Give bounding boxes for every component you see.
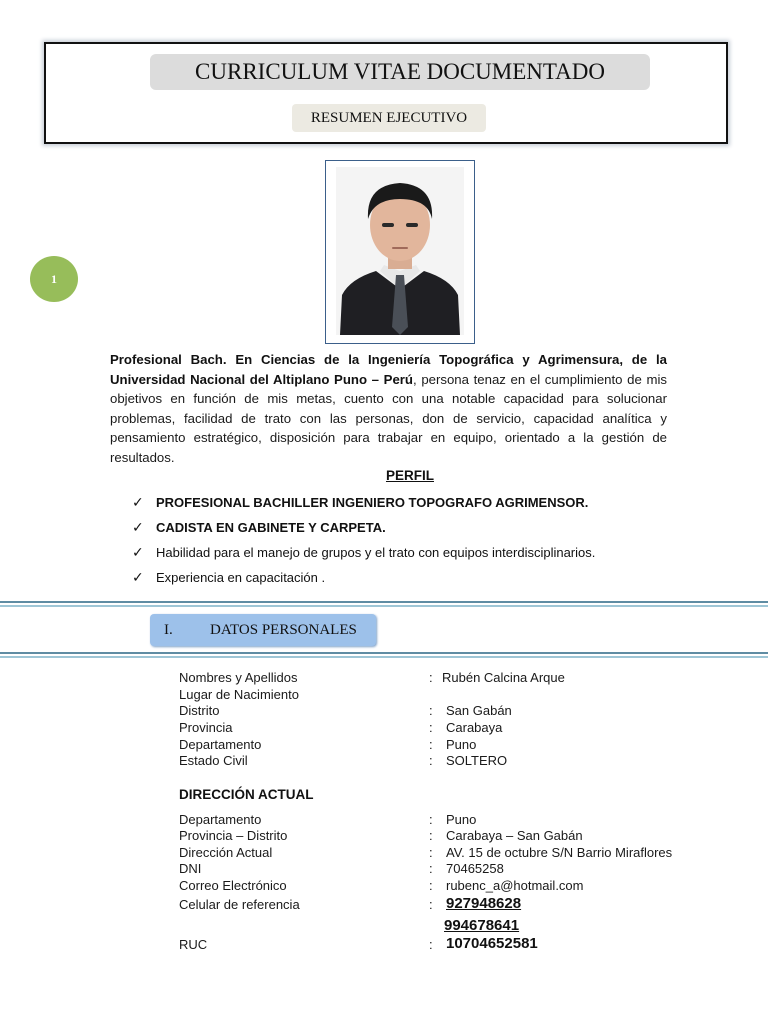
data-label: RUC	[179, 937, 208, 952]
perfil-item	[132, 490, 595, 515]
data-label: Provincia	[179, 720, 233, 735]
header-box	[44, 42, 728, 144]
phone-value: 927948628	[446, 895, 522, 912]
check-icon: ✓	[132, 544, 144, 560]
document-title: CURRICULUM VITAE DOCUMENTADO	[150, 54, 650, 90]
data-colon: :	[429, 897, 433, 912]
summary-bold: Profesional Bach. En Ciencias de la Ingeniería Topográfica y Agrimensura, de la Universidad Nacional del Altiplano Puno – Perú	[110, 352, 667, 387]
document-subtitle: RESUMEN EJECUTIVO	[292, 104, 486, 132]
data-colon: :	[429, 845, 433, 860]
data-label: Nombres y Apellidos	[179, 670, 298, 685]
section-title: DATOS PERSONALES	[210, 621, 357, 638]
perfil-item-text: Habilidad para el manejo de grupos y el trato con equipos interdisciplinarios.	[156, 545, 596, 560]
data-value: Carabaya – San Gabán	[446, 828, 583, 843]
data-colon: :	[429, 737, 433, 752]
data-value: AV. 15 de octubre S/N Barrio Miraflores	[446, 845, 673, 860]
data-colon: :	[429, 703, 433, 718]
check-icon: ✓	[132, 494, 144, 510]
perfil-item	[132, 540, 595, 565]
data-label: Departamento	[179, 812, 262, 827]
data-colon: :	[429, 937, 433, 952]
section-rule-bottom	[0, 652, 768, 654]
section-rule-top-light	[0, 605, 768, 607]
data-value: 70465258	[446, 861, 504, 876]
data-label: Correo Electrónico	[179, 878, 287, 893]
section-number: I.	[164, 621, 173, 638]
data-value: rubenc_a@hotmail.com	[446, 878, 584, 893]
profile-photo	[325, 160, 475, 344]
page-number-badge: 1	[30, 256, 78, 302]
data-label: Distrito	[179, 703, 220, 718]
perfil-item	[132, 515, 595, 540]
perfil-list	[132, 490, 595, 590]
data-colon: :	[429, 720, 433, 735]
section-rule-bottom-light	[0, 656, 768, 658]
summary-text: , persona tenaz en el cumplimiento de mis objetivos en función de mis metas, cuento con una notable capacidad para solucionar problemas, facilidad de trato con las personas, don de servicio, capacidad analítica y pensamiento estratégico, disposición para trabajar en equipo, orientado a la gestión de resultados.	[110, 371, 667, 465]
data-label: Provincia – Distrito	[179, 828, 288, 843]
section-rule-top	[0, 601, 768, 603]
check-icon: ✓	[132, 519, 144, 535]
section-heading-datos-personales	[150, 614, 376, 646]
data-label: Departamento	[179, 737, 262, 752]
perfil-item-text: CADISTA EN GABINETE Y CARPETA.	[156, 520, 386, 535]
data-colon: :	[429, 812, 433, 827]
data-label: DNI	[179, 861, 202, 876]
data-label: Dirección Actual	[179, 845, 273, 860]
check-icon: ✓	[132, 569, 144, 585]
data-value: SOLTERO	[446, 753, 508, 768]
data-colon: :	[429, 861, 433, 876]
perfil-item	[132, 565, 595, 590]
perfil-heading: PERFIL	[385, 468, 434, 483]
data-value: Puno	[446, 737, 477, 752]
data-value: Puno	[446, 812, 477, 827]
perfil-item-text: PROFESIONAL BACHILLER INGENIERO TOPOGRAFO AGRIMENSOR.	[156, 495, 589, 510]
data-label: Lugar de Nacimiento	[179, 687, 299, 702]
phone-value: 994678641	[444, 917, 520, 934]
perfil-item-text: Experiencia en capacitación .	[156, 570, 326, 585]
data-colon: :	[429, 753, 433, 768]
profile-summary	[110, 350, 667, 467]
data-colon: :	[429, 828, 433, 843]
data-label: Estado Civil	[179, 753, 248, 768]
data-label: Celular de referencia	[179, 897, 300, 912]
profile-photo-image	[336, 167, 464, 335]
address-heading: DIRECCIÓN ACTUAL	[179, 787, 314, 802]
data-value: Carabaya	[446, 720, 503, 735]
data-value: Rubén Calcina Arque	[442, 670, 565, 685]
data-colon: :	[429, 670, 433, 685]
ruc-value: 10704652581	[446, 935, 538, 952]
data-value: San Gabán	[446, 703, 512, 718]
data-colon: :	[429, 878, 433, 893]
